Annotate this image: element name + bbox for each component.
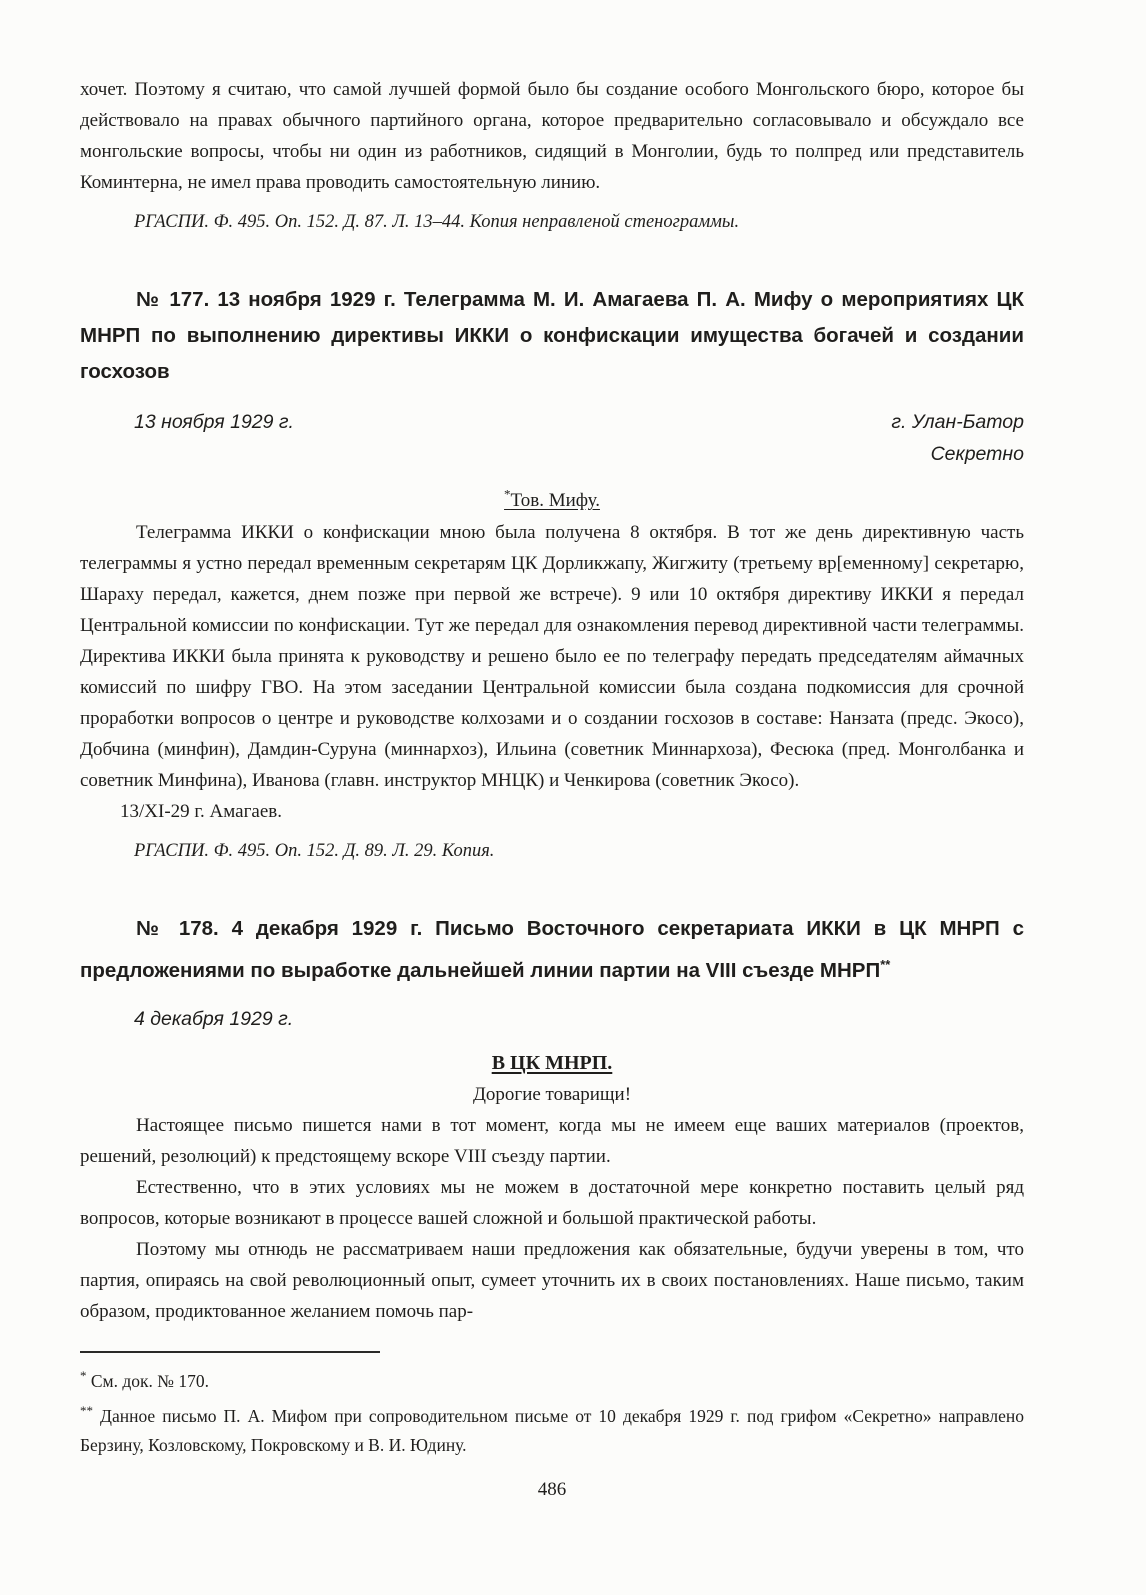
footnote-1 <box>80 1361 1024 1396</box>
doc178-salutation: Дорогие товарищи! <box>472 1084 632 1106</box>
footnote-2-mark: ** <box>80 1402 93 1418</box>
page-number: 486 <box>537 1478 567 1500</box>
doc178-heading-text: № 178. 4 декабря 1929 г. Письмо Восточного секретариата ИККИ в ЦК МНРП с предложениями по выработке дальнейшей линии партии на VIII съезде МНРП <box>80 917 1024 983</box>
footnote-1-mark: * <box>80 1368 87 1384</box>
doc178-addressee <box>80 1048 1024 1079</box>
doc178-addressee-text: В ЦК МНРП. <box>491 1052 613 1075</box>
footnote-rule <box>80 1351 380 1353</box>
doc177-heading: № 177. 13 ноября 1929 г. Телеграмма М. И. Амагаева П. А. Мифу о мероприятиях ЦК МНРП по выполнению директивы ИККИ о конфискации имущества богачей и создании госхозов <box>80 288 1024 383</box>
doc178-date: 4 декабря 1929 г. <box>134 1008 294 1031</box>
doc177-salutation <box>80 479 1024 516</box>
doc177-signature: 13/XI-29 г. Амагаев. <box>120 801 282 823</box>
doc177-archive-reference: РГАСПИ. Ф. 495. Оп. 152. Д. 89. Л. 29. Копия. <box>134 841 495 862</box>
doc178-paragraph-1: Настоящее письмо пишется нами в тот момент, когда мы не имеем еще ваших материалов (проектов, решений, резолюций) к предстоящему вскоре VIII съезду партии. <box>80 1115 1024 1168</box>
footnote-2-text: Данное письмо П. А. Мифом при сопроводительном письме от 10 декабря 1929 г. под грифом «Секретно» направлено Берзину, Козловскому, Покровскому и В. И. Юдину. <box>80 1405 1025 1455</box>
footnote-2 <box>80 1396 1024 1460</box>
doc178-footnote-mark: ** <box>880 957 891 973</box>
carryover-paragraph: хочет. Поэтому я считаю, что самой лучшей формой было бы создание особого Монгольского бюро, которое бы действовало на правах обычного партийного органа, которое предварительно согласовывало и обсуждало все монгольские вопросы, чтобы ни один из работников, сидящий в Монголии, будь то полпред или представитель Коминтерна, не имел права проводить самостоятельную линию. <box>80 79 1024 193</box>
doc178-dateline-row <box>80 1004 1024 1035</box>
doc177-place: г. Улан-Батор <box>891 411 1024 433</box>
footnote-block <box>80 1351 1024 1460</box>
document-177 <box>80 282 1024 867</box>
doc177-classification: Секретно <box>930 443 1024 465</box>
doc178-heading <box>80 911 1024 989</box>
doc177-dateline-row <box>80 407 1024 438</box>
document-178 <box>80 911 1024 1327</box>
doc177-body-paragraph: Телеграмма ИККИ о конфискации мною была получена 8 октября. В тот же день директивную часть телеграммы я устно передал временным секретарям ЦК Дорликжапу, Жигжиту (третьему вр[еменному] секретарю, Шараху передал, кажется, днем позже при первой же встрече). 9 или 10 октября директиву ИККИ я передал Центральной комиссии по конфискации. Тут же передал для ознакомления перевод директивной части телеграммы. Директива ИККИ была принята к руководству и решено было ее по телеграфу передать председателям аймачных комиссий по шифру ГВО. На этом заседании Центральной комиссии была создана подкомиссия для срочной проработки вопросов о центре и руководстве колхозами и о создании госхозов в составе: Нанзата (предс. Экосо), Добчина (минфин), Дамдин-Суруна (миннархоз), Ильина (советник Миннархоза), Фесюка (пред. Монголбанка и советник Минфина), Иванова (главн. инструктор МНЦК) и Ченкирова (советник Экосо). <box>80 522 1024 792</box>
doc177-date: 13 ноября 1929 г. <box>134 411 294 433</box>
doc177-salutation-text: Тов. Мифу. <box>510 490 600 512</box>
doc178-paragraph-2: Естественно, что в этих условиях мы не можем в достаточной мере конкретно поставить целый ряд вопросов, которые возникают в процессе вашей сложной и большой практической работы. <box>80 1177 1024 1230</box>
doc177-footnote-mark: * <box>504 487 511 502</box>
carryover-archive-reference: РГАСПИ. Ф. 495. Оп. 152. Д. 87. Л. 13–44. Копия неправленой стенограммы. <box>134 212 740 232</box>
doc178-paragraph-3: Поэтому мы отнюдь не рассматриваем наши предложения как обязательные, будучи уверены в том, что партия, опираясь на свой революционный опыт, сумеет уточнить их в своих постановлениях. Наше письмо, таким образом, продиктованное желанием помочь пар- <box>80 1239 1024 1323</box>
footnote-1-text: См. док. № 170. <box>90 1370 209 1391</box>
